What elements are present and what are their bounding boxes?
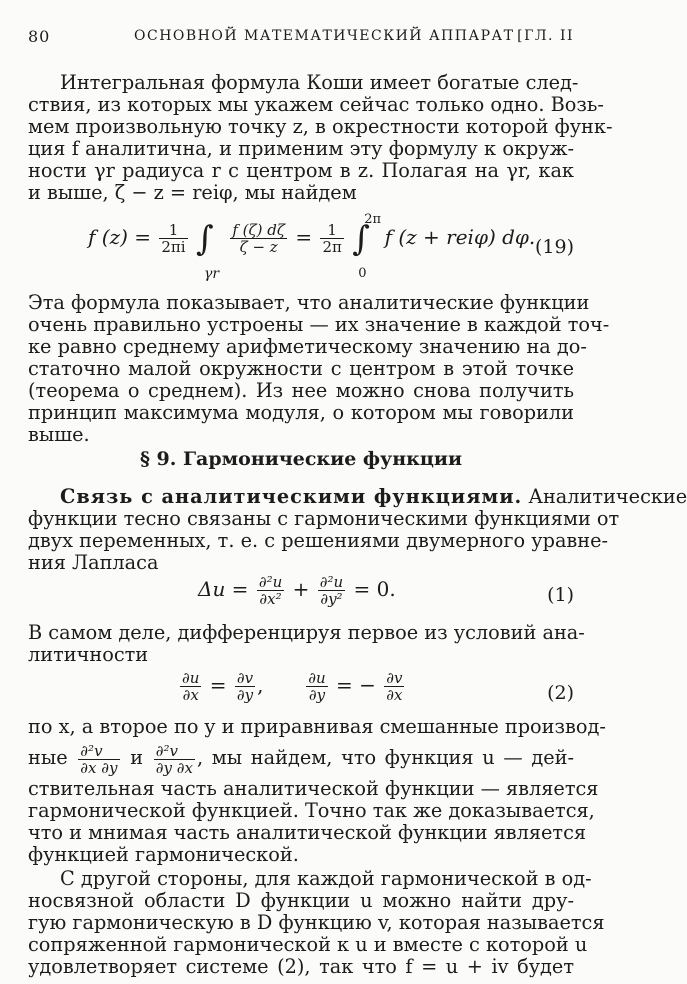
paragraph-real-part [28,715,606,866]
text-line: ствительная часть аналитической функции — является [28,777,599,800]
eq2-fraction-b: $\frac{\partial v}{\partial y}$ [236,669,254,704]
text-line: очень правильно устроены — их значение в каждой точ- [28,313,610,336]
eq19-integral-2: ∫ 2π 0 [352,211,382,281]
text-line: ция f аналитична, и применим эту формулу к окруж- [28,137,574,160]
eq2-fraction-c: $\frac{\partial u}{\partial y}$ [308,669,326,704]
run-in-heading: Связь с аналитическими функциями. [60,485,523,508]
eq19-lhs: f (z) = [88,225,152,249]
text-line: ния Лапласа [28,551,159,574]
text-line: гую гармоническую в D функцию v, которая называется [28,911,605,934]
text-line: С другой стороны, для каждой гармонической в од- [60,867,592,890]
text-line: функции тесно связаны с гармоническими функциями от [28,507,620,530]
paragraph-conjugate-harmonic [28,867,605,978]
eq19-integral-1: ∫ γr [195,218,220,282]
equation-number: (1) [547,584,574,606]
text-line: функцией гармонической. [28,843,299,866]
text-line: ствия, из которых мы укажем сейчас только одно. Возь- [28,93,604,116]
text-line: по x, а второе по y и приравнивая смешанные производ- [28,715,606,738]
text-line: удовлетворяет системе (2), так что f = u + iv будет [28,955,574,978]
paragraph-differentiating [28,621,585,666]
text-line: выше. [28,423,90,446]
mixed-derivative-xy: $\frac{\text{∂²v}}{\partial x \partial y}$ [80,741,118,777]
text-line: двух переменных, т. е. с решениями двумерного уравне- [28,529,609,552]
eq19-rhs: f (z + reiφ) dφ. [384,225,536,249]
eq1-fraction-a: $\frac{\text{∂²u}}{\text{∂x²}}$ [258,573,283,608]
text-line: Связь с аналитическими функциями. Аналитические [60,485,687,508]
equation-19: f (z) = $\frac{1}{2\pi i}$ ∫ γr $\frac{f (\zeta) d\zeta}{\zeta - z}$ = $\frac{1}{2\pi}$ ∫ 2π 0 f (z + reiφ) dφ. (19) [88,211,574,282]
paragraph-harmonic-link [28,485,687,574]
equation-number: (2) [547,682,574,704]
running-title: ОСНОВНОЙ МАТЕМАТИЧЕСКИЙ АППАРАТ [134,28,515,44]
text-line: что и мнимая часть аналитической функции является [28,821,587,844]
text-line: носвязной области D функции u можно найти дру- [28,889,574,912]
equation-number: (19) [534,236,574,258]
eq2-fraction-a: $\frac{\partial u}{\partial x}$ [182,669,200,704]
eq1-fraction-b: $\frac{\text{∂²u}}{\text{∂y²}}$ [319,573,344,608]
text-line: В самом деле, дифференцируя первое из условий ана- [28,621,585,644]
text-line: литичности [28,643,149,666]
section-title: § 9. Гармонические функции [139,448,463,470]
running-header [28,27,574,49]
text-line: принцип максимума модуля, о котором мы говорили [28,401,574,424]
text-line: (теорема о среднем). Из нее можно снова получить [28,379,574,402]
eq19-fraction-1: $\frac{1}{2\pi i}$ [161,221,186,256]
text-line: статочно малой окружности с центром в этой точке [28,357,574,380]
text-line: сопряженной гармонической к u и вместе с которой u [28,933,588,956]
text-line: ке равно среднему арифметическому значению на до- [28,335,587,358]
equation-1: Δu = $\frac{\text{∂²u}}{\text{∂x²}}$ + $\frac{\text{∂²u}}{\text{∂y²}}$ = 0. (1) [198,573,574,608]
text-line: ные $\frac{\text{∂²v}}{\partial x \partial y}$ и $\frac{\text{∂²v}}{\partial y \partial x}$ , мы найдем, что функция u — дей- [28,741,574,777]
text-line: Эта формула показывает, что аналитические функции [28,291,590,314]
eq19-fraction-2: $\frac{f (\zeta) d\zeta}{\zeta - z}$ [232,221,285,256]
text-line: мем произвольную точку z, в окрестности которой функ- [28,115,613,138]
text-line: и выше, ζ − z = reiφ, мы найдем [28,181,357,204]
equation-2: $\frac{\partial u}{\partial x}$ = $\frac{\partial v}{\partial y}$ , $\frac{\partial u}{\partial y}$ = − $\frac{\partial v}{\partial x}$ (2) [182,669,574,704]
eq19-fraction-3: $\frac{1}{2\pi}$ [322,221,342,256]
page-number: 80 [28,27,51,46]
mixed-derivative-yx: $\frac{\text{∂²v}}{\partial y \partial x}$ [155,741,193,777]
paragraph-cauchy-consequence [28,71,613,204]
text-line: ности γr радиуса r с центром в z. Полагая на γr, как [28,159,574,182]
paragraph-mean-value [28,291,610,446]
eq2-fraction-d: $\frac{\partial v}{\partial x}$ [386,669,403,704]
text-line: гармонической функцией. Точно так же доказывается, [28,799,595,822]
chapter-label: [ГЛ. II [517,28,574,44]
text-line: Интегральная формула Коши имеет богатые след- [60,71,579,94]
